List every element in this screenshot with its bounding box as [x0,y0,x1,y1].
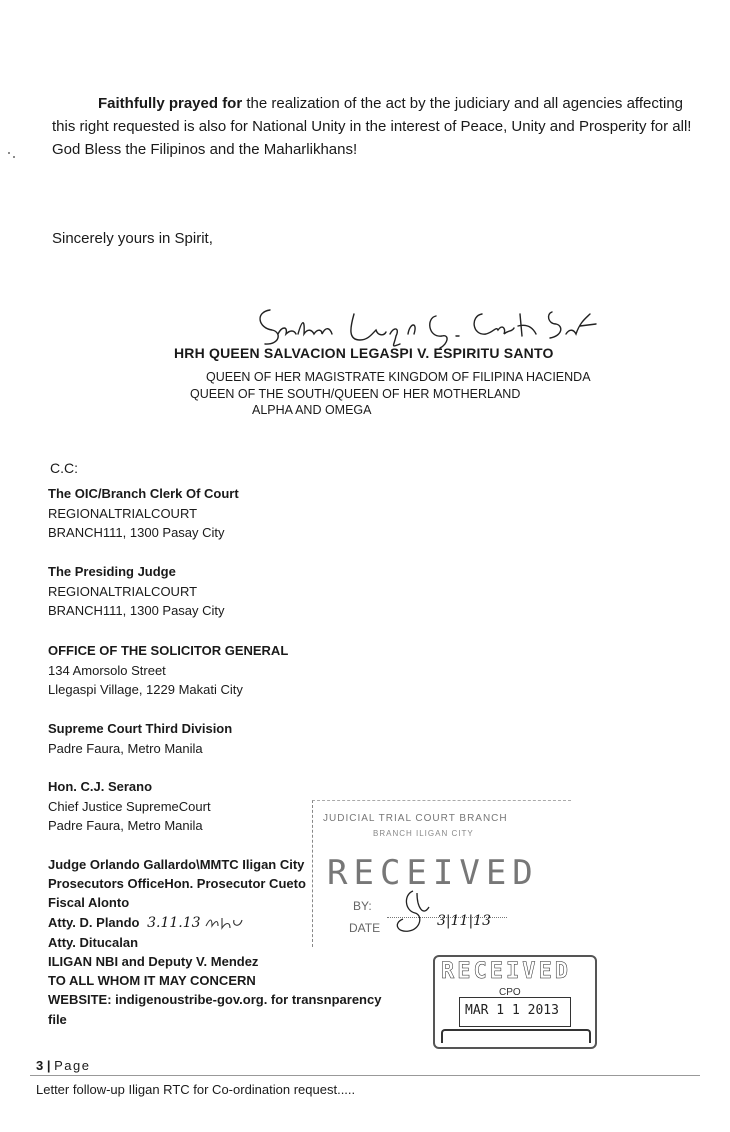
body-text: the realization of the act by the judiciary and all agencies affecting this right requested is also for National Unity in the interest of Peace, Unity and Prosperity for all! God Bless the Filipinos and the Maharlikhans! [52,95,692,158]
cc-recipient: Prosecutors OfficeHon. Prosecutor Cueto [48,876,306,892]
cc-block-clerk [48,484,239,543]
cc-address-line: Padre Faura, Metro Manila [48,818,203,833]
handwritten-date-note: 3.11.13 [147,914,201,931]
stamp-received-word: RECEIVED [441,959,571,984]
cc-recipient: Supreme Court Third Division [48,721,233,736]
footer-divider [30,1075,700,1076]
handwritten-initials [204,916,244,930]
cc-recipient: WEBSITE: indigenoustribe-gov.org. for transnparency [48,992,382,1008]
cc-address-line: Padre Faura, Metro Manila [48,740,203,756]
stamp-bottom-frame [441,1029,591,1043]
page-word: Page [54,1058,91,1073]
cc-address-line: REGIONALTRIALCOURT [48,583,198,599]
cc-address-line: BRANCH111, 1300 Pasay City [48,603,225,618]
cc-recipient: TO ALL WHOM IT MAY CONCERN [48,973,256,989]
cc-address-line: Llegaspi Village, 1229 Makati City [48,682,243,697]
stamp-subheader: BRANCH ILIGAN CITY [373,829,474,838]
received-stamp-cpo [433,955,597,1049]
cc-address-line: 134 Amorsolo Street [48,662,166,678]
signatory-title-3: ALPHA AND OMEGA [252,403,372,417]
cc-address-line: REGIONALTRIALCOURT [48,505,198,521]
cc-label: C.C: [50,460,78,476]
body-paragraph [52,92,692,161]
stamp-date-handwritten: 3|11|13 [437,913,491,929]
cc-address-line: Chief Justice SupremeCourt [48,798,211,814]
body-lead-bold: Faithfully prayed for [98,95,243,112]
signatory-title-2: QUEEN OF THE SOUTH/QUEEN OF HER MOTHERLAND [190,387,521,401]
cc-recipient: ILIGAN NBI and Deputy V. Mendez [48,954,259,970]
stamp-received-word: RECEIVED [327,853,539,893]
signatory-name: HRH QUEEN SALVACION LEGASPI V. ESPIRITU SANTO [174,345,554,361]
cc-block-chief-justice [48,777,211,836]
cc-recipient: Hon. C.J. Serano [48,779,153,794]
stamp-signature [383,887,443,937]
received-stamp-court [312,800,571,947]
stamp-date-label: DATE [349,921,381,935]
stamp-header: JUDICIAL TRIAL COURT BRANCH [323,813,508,824]
handwritten-signature [250,300,600,350]
cc-block-solgen [48,641,288,700]
page-number: 3 | Page [36,1058,91,1073]
scan-speck [13,156,15,158]
cc-block-judge [48,562,225,621]
cc-recipient: OFFICE OF THE SOLICITOR GENERAL [48,643,289,658]
stamp-by-label: BY: [353,899,372,913]
cc-recipient: Atty. Ditucalan [48,934,139,950]
cc-recipient: The Presiding Judge [48,564,176,579]
cc-recipient: The OIC/Branch Clerk Of Court [48,486,239,501]
stamp-date: MAR 1 1 2013 [465,1003,559,1018]
cc-address-line: BRANCH111, 1300 Pasay City [48,525,225,540]
cc-recipient: file [48,1011,67,1027]
cc-block-supreme-court [48,719,232,758]
scan-speck [8,152,10,154]
cc-recipient-name: Atty. D. Plando [48,914,140,930]
signatory-title-1: QUEEN OF HER MAGISTRATE KINGDOM OF FILIPINA HACIENDA [206,370,591,384]
footer-line: Letter follow-up Iligan RTC for Co-ordination request..... [36,1082,356,1097]
cc-recipient: Judge Orlando Gallardo\MMTC Iligan City [48,857,305,872]
cc-recipient: Fiscal Alonto [48,895,130,911]
stamp-office: CPO [499,987,521,998]
page-number-value: 3 [36,1058,44,1073]
closing-line: Sincerely yours in Spirit, [52,230,213,247]
